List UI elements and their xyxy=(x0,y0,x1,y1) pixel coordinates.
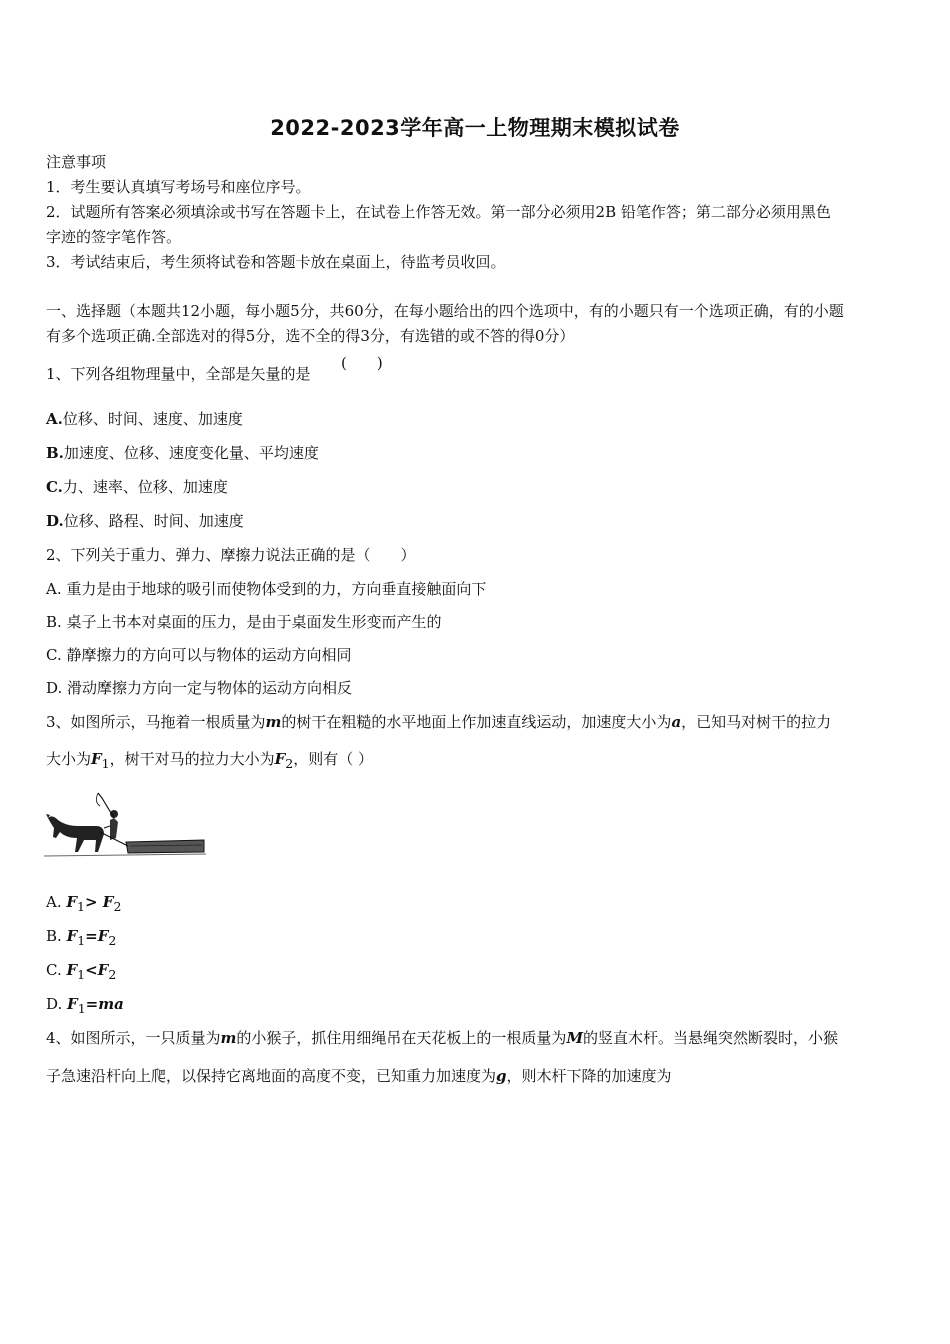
notice-item-2-cont: 字迹的签字笔作答。 xyxy=(46,228,182,246)
q1-option-c: C.力、速率、位移、加速度 xyxy=(46,478,228,496)
q3-option-c: C. $F_1<F_2$ xyxy=(46,961,117,982)
q1-stem: 1、下列各组物理量中，全部是矢量的是 xyxy=(46,365,311,383)
q3-stem-line1: 3、如图所示，马拖着一根质量为m的树干在粗糙的水平地面上作加速直线运动，加速度大小为a，已知马对树干的拉力 xyxy=(46,713,832,731)
q3-stem-line2: 大小为$F_1$，树干对马的拉力大小为$F_2$，则有（ ） xyxy=(46,750,374,771)
q1-answer-paren: ( ) xyxy=(341,354,383,372)
q3-option-d: D. $F_1=ma$ xyxy=(46,995,124,1016)
q2-option-a: A. 重力是由于地球的吸引而使物体受到的力，方向垂直接触面向下 xyxy=(46,580,487,598)
q1-option-b: B.加速度、位移、速度变化量、平均速度 xyxy=(46,444,319,462)
section-heading: 一、选择题（本题共12小题，每小题5分，共60分，在每小题给出的四个选项中，有的小题只有一个选项正确，有的小题 xyxy=(46,302,844,320)
notice-item-3: 3．考试结束后，考生须将试卷和答题卡放在桌面上，待监考员收回。 xyxy=(46,253,506,271)
q1-option-d: D.位移、路程、时间、加速度 xyxy=(46,512,244,530)
exam-title: 2022-2023学年高一上物理期末模拟试卷 xyxy=(270,116,680,140)
q2-stem: 2、下列关于重力、弹力、摩擦力说法正确的是（ ） xyxy=(46,546,416,564)
q4-stem-line2: 子急速沿杆向上爬，以保持它离地面的高度不变，已知重力加速度为g，则木杆下降的加速度为 xyxy=(46,1067,672,1085)
q2-option-b: B. 桌子上书本对桌面的压力，是由于桌面发生形变而产生的 xyxy=(46,613,442,631)
q2-option-d: D. 滑动摩擦力方向一定与物体的运动方向相反 xyxy=(46,679,353,697)
q1-option-a: A.位移、时间、速度、加速度 xyxy=(46,410,243,428)
notice-heading: 注意事项 xyxy=(46,153,107,171)
q3-option-b: B. $F_1=F_2$ xyxy=(46,927,117,948)
q3-option-a: A. $F_1> F_2$ xyxy=(46,893,122,914)
notice-item-1: 1．考生要认真填写考场号和座位序号。 xyxy=(46,178,311,196)
q2-option-c: C. 静摩擦力的方向可以与物体的运动方向相同 xyxy=(46,646,352,664)
horse-dragging-log-figure xyxy=(44,790,206,862)
section-heading-cont: 有多个选项正确.全部选对的得5分，选不全的得3分，有选错的或不答的得0分） xyxy=(46,327,575,345)
q4-stem-line1: 4、如图所示，一只质量为m的小猴子，抓住用细绳吊在天花板上的一根质量为M的竖直木杆。当悬绳突然断裂时，小猴 xyxy=(46,1029,839,1047)
notice-item-2: 2．试题所有答案必须填涂或书写在答题卡上，在试卷上作答无效。第一部分必须用2B 铅笔作答；第二部分必须用黑色 xyxy=(46,203,831,221)
